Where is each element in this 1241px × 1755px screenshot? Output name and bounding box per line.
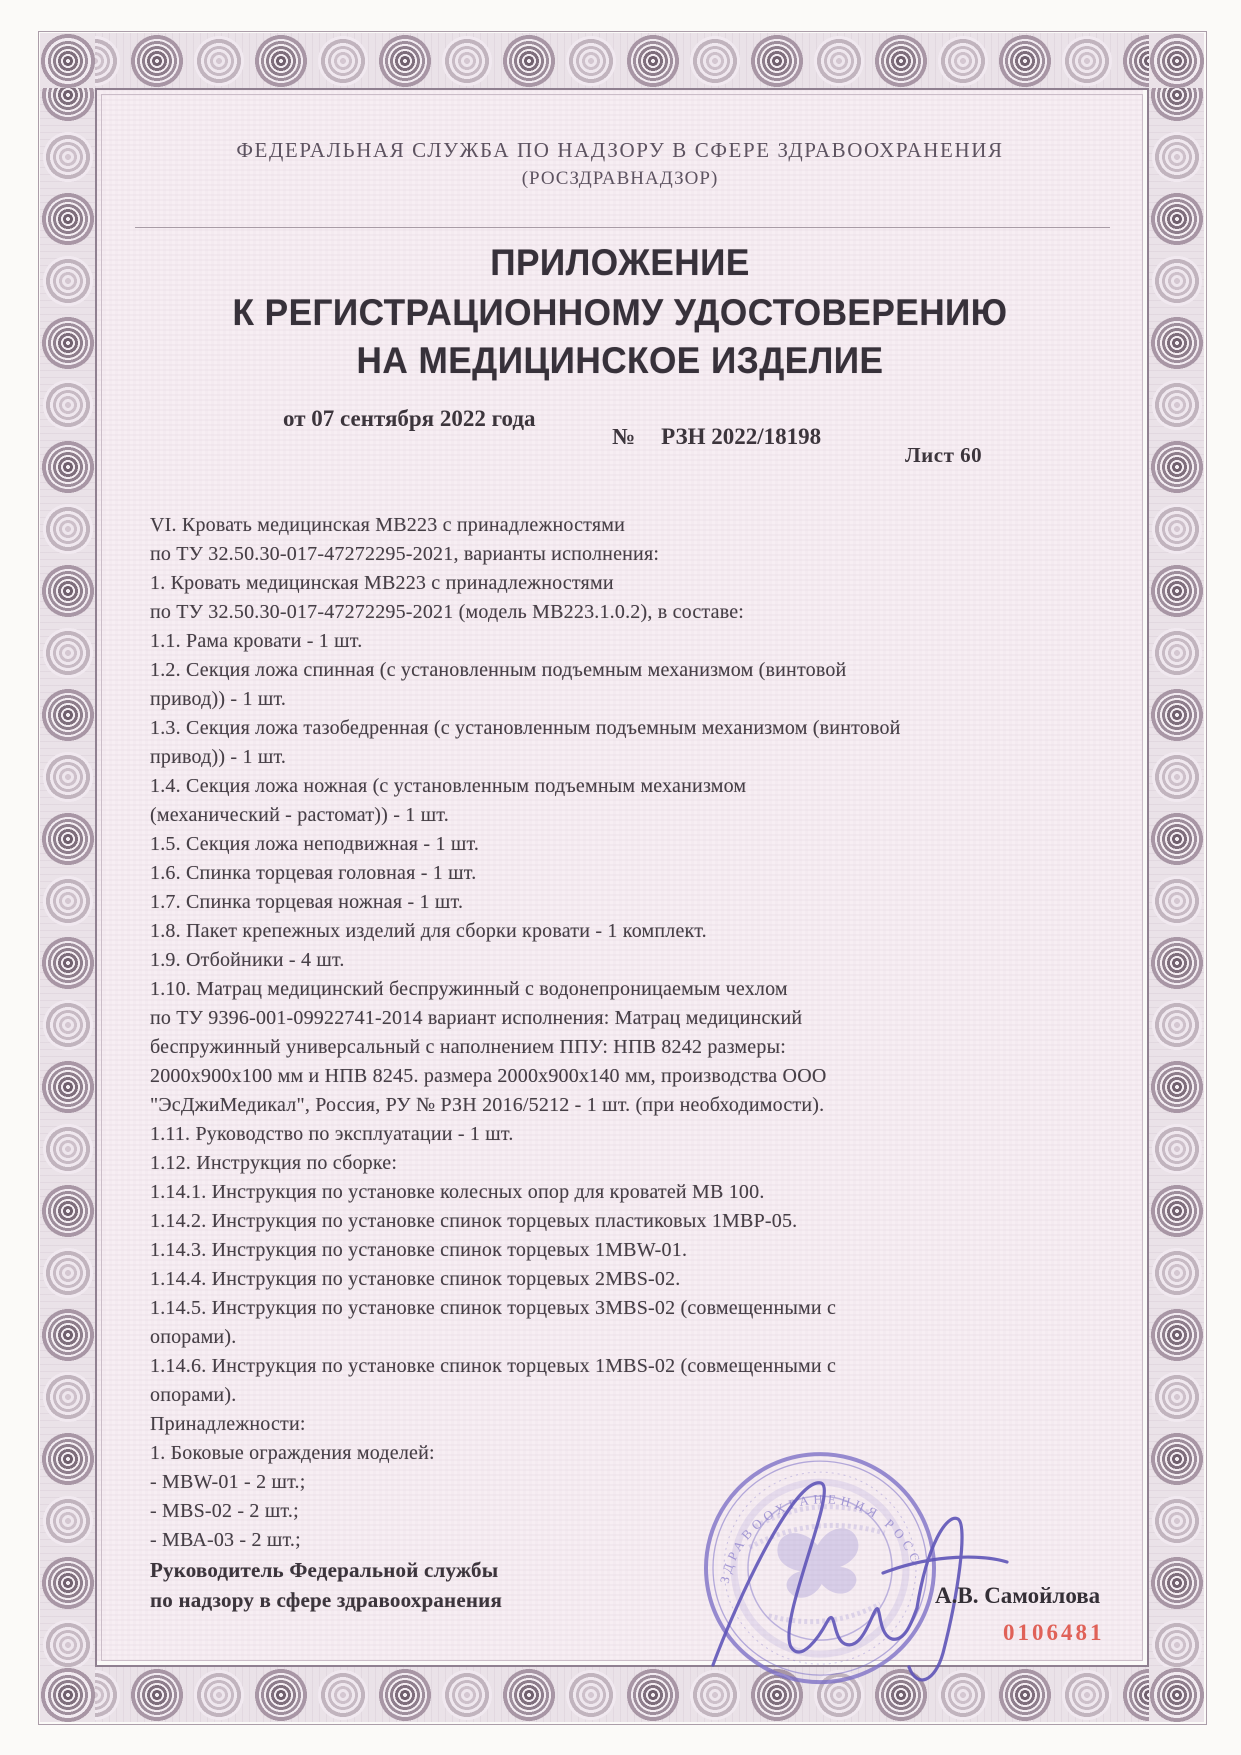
- body-line: 1.14.5. Инструкция по установке спинок торцевых 3MBS-02 (совмещенными с: [150, 1297, 837, 1319]
- body-line: 2000х900х100 мм и НПВ 8245. размера 2000х900х140 мм, производства ООО: [150, 1065, 827, 1087]
- body-line: 1.5. Секция ложа неподвижная - 1 шт.: [150, 833, 480, 855]
- signature-stroke-1: [713, 1483, 917, 1665]
- stamp-rim-text: ЗДРАВООХРАНЕНИЯ РОСС: [716, 1491, 925, 1585]
- border-corner-bottom-right: [1149, 1667, 1204, 1722]
- border-corner-top-left: [40, 33, 95, 88]
- body-line: опорами).: [150, 1326, 237, 1348]
- body-line: привод)) - 1 шт.: [150, 688, 287, 710]
- body-line: 1.8. Пакет крепежных изделий для сборки кровати - 1 комплект.: [150, 920, 707, 942]
- body-line: 1.1. Рама кровати - 1 шт.: [150, 630, 363, 652]
- body-line: 1. Кровать медицинская МВ223 с принадлежностями: [150, 572, 614, 594]
- body-line: 1.12. Инструкция по сборке:: [150, 1152, 398, 1174]
- body-line: 1.14.3. Инструкция по установке спинок торцевых 1MBW-01.: [150, 1239, 688, 1261]
- sheet-number: Лист 60: [905, 443, 983, 467]
- header-divider: [135, 227, 1110, 228]
- border-strip-right: [1149, 33, 1204, 1722]
- issue-date: от 07 сентября 2022 года: [283, 406, 536, 431]
- body-line: 1.2. Секция ложа спинная (с установленным подъемным механизмом (винтовой: [150, 659, 847, 681]
- body-line: 1.14.6. Инструкция по установке спинок торцевых 1MBS-02 (совмещенными с: [150, 1355, 837, 1377]
- body-line: по ТУ 9396-001-09922741-2014 вариант исполнения: Матрац медицинский: [150, 1007, 803, 1029]
- body-line: VI. Кровать медицинская МВ223 с принадлежностями: [150, 514, 626, 536]
- body-line: 1.10. Матрац медицинский беспружинный с водонепроницаемым чехлом: [150, 978, 788, 1000]
- body-line: 1.11. Руководство по эксплуатации - 1 шт.: [150, 1123, 514, 1145]
- signer-title-line1: Руководитель Федеральной службы: [150, 1558, 499, 1582]
- agency-name: ФЕДЕРАЛЬНАЯ СЛУЖБА ПО НАДЗОРУ В СФЕРЕ ЗДРАВООХРАНЕНИЯ: [236, 138, 1004, 162]
- number-value: РЗН 2022/18198: [661, 424, 822, 449]
- body-line: по ТУ 32.50.30-017-47272295-2021, варианты исполнения:: [150, 543, 660, 565]
- border-corner-top-right: [1149, 33, 1204, 88]
- signer-title-line2: по надзору в сфере здравоохранения: [150, 1588, 503, 1612]
- number-sign: №: [612, 424, 636, 449]
- signature: [655, 1425, 1025, 1705]
- body-line: 1.6. Спинка торцевая головная - 1 шт.: [150, 862, 477, 884]
- agency-short-name: (РОСЗДРАВНАДЗОР): [521, 168, 719, 189]
- border-strip-left: [40, 33, 95, 1722]
- body-line: 1.14.4. Инструкция по установке спинок торцевых 2MBS-02.: [150, 1268, 681, 1290]
- body-line: 1.9. Отбойники - 4 шт.: [150, 949, 345, 971]
- registration-number: [612, 424, 821, 450]
- body-line: Принадлежности:: [150, 1413, 306, 1435]
- body-line: беспружинный универсальный с наполнением ППУ: НПВ 8242 размеры:: [150, 1036, 786, 1058]
- body-line: 1.3. Секция ложа тазобедренная (с установленным подъемным механизмом (винтовой: [150, 717, 901, 739]
- body-line: 1.14.2. Инструкция по установке спинок торцевых пластиковых 1МВР-05.: [150, 1210, 798, 1232]
- body-line: 1.7. Спинка торцевая ножная - 1 шт.: [150, 891, 464, 913]
- body-line: - MBS-02 - 2 шт.;: [150, 1500, 299, 1522]
- body-line: привод)) - 1 шт.: [150, 746, 287, 768]
- body-line: по ТУ 32.50.30-017-47272295-2021 (модель МВ223.1.0.2), в составе:: [150, 601, 745, 623]
- doc-title-line2: К РЕГИСТРАЦИОННОМУ УДОСТОВЕРЕНИЮ: [232, 292, 1008, 333]
- border-strip-top: [95, 33, 1149, 88]
- body-line: "ЭсДжиМедикал", Россия, РУ № РЗН 2016/5212 - 1 шт. (при необходимости).: [150, 1094, 825, 1116]
- body-line: 1.4. Секция ложа ножная (с установленным подъемным механизмом: [150, 775, 747, 797]
- body-line: (механический - растомат)) - 1 шт.: [150, 804, 449, 826]
- signature-stroke-3: [883, 1557, 1007, 1573]
- serial-number: 0106481: [1003, 1620, 1105, 1645]
- signer-name: А.В. Самойлова: [935, 1583, 1101, 1608]
- body-line: - МВА-03 - 2 шт.;: [150, 1529, 301, 1551]
- body-line: - MBW-01 - 2 шт.;: [150, 1471, 306, 1493]
- body-line: 1.14.1. Инструкция по установке колесных опор для кроватей МВ 100.: [150, 1181, 765, 1203]
- body-text: [150, 511, 1130, 1555]
- doc-title-line3: НА МЕДИЦИНСКОЕ ИЗДЕЛИЕ: [356, 340, 884, 381]
- border-corner-bottom-left: [40, 1667, 95, 1722]
- body-line: опорами).: [150, 1384, 237, 1406]
- body-line: 1. Боковые ограждения моделей:: [150, 1442, 435, 1464]
- doc-title-line1: ПРИЛОЖЕНИЕ: [490, 242, 750, 283]
